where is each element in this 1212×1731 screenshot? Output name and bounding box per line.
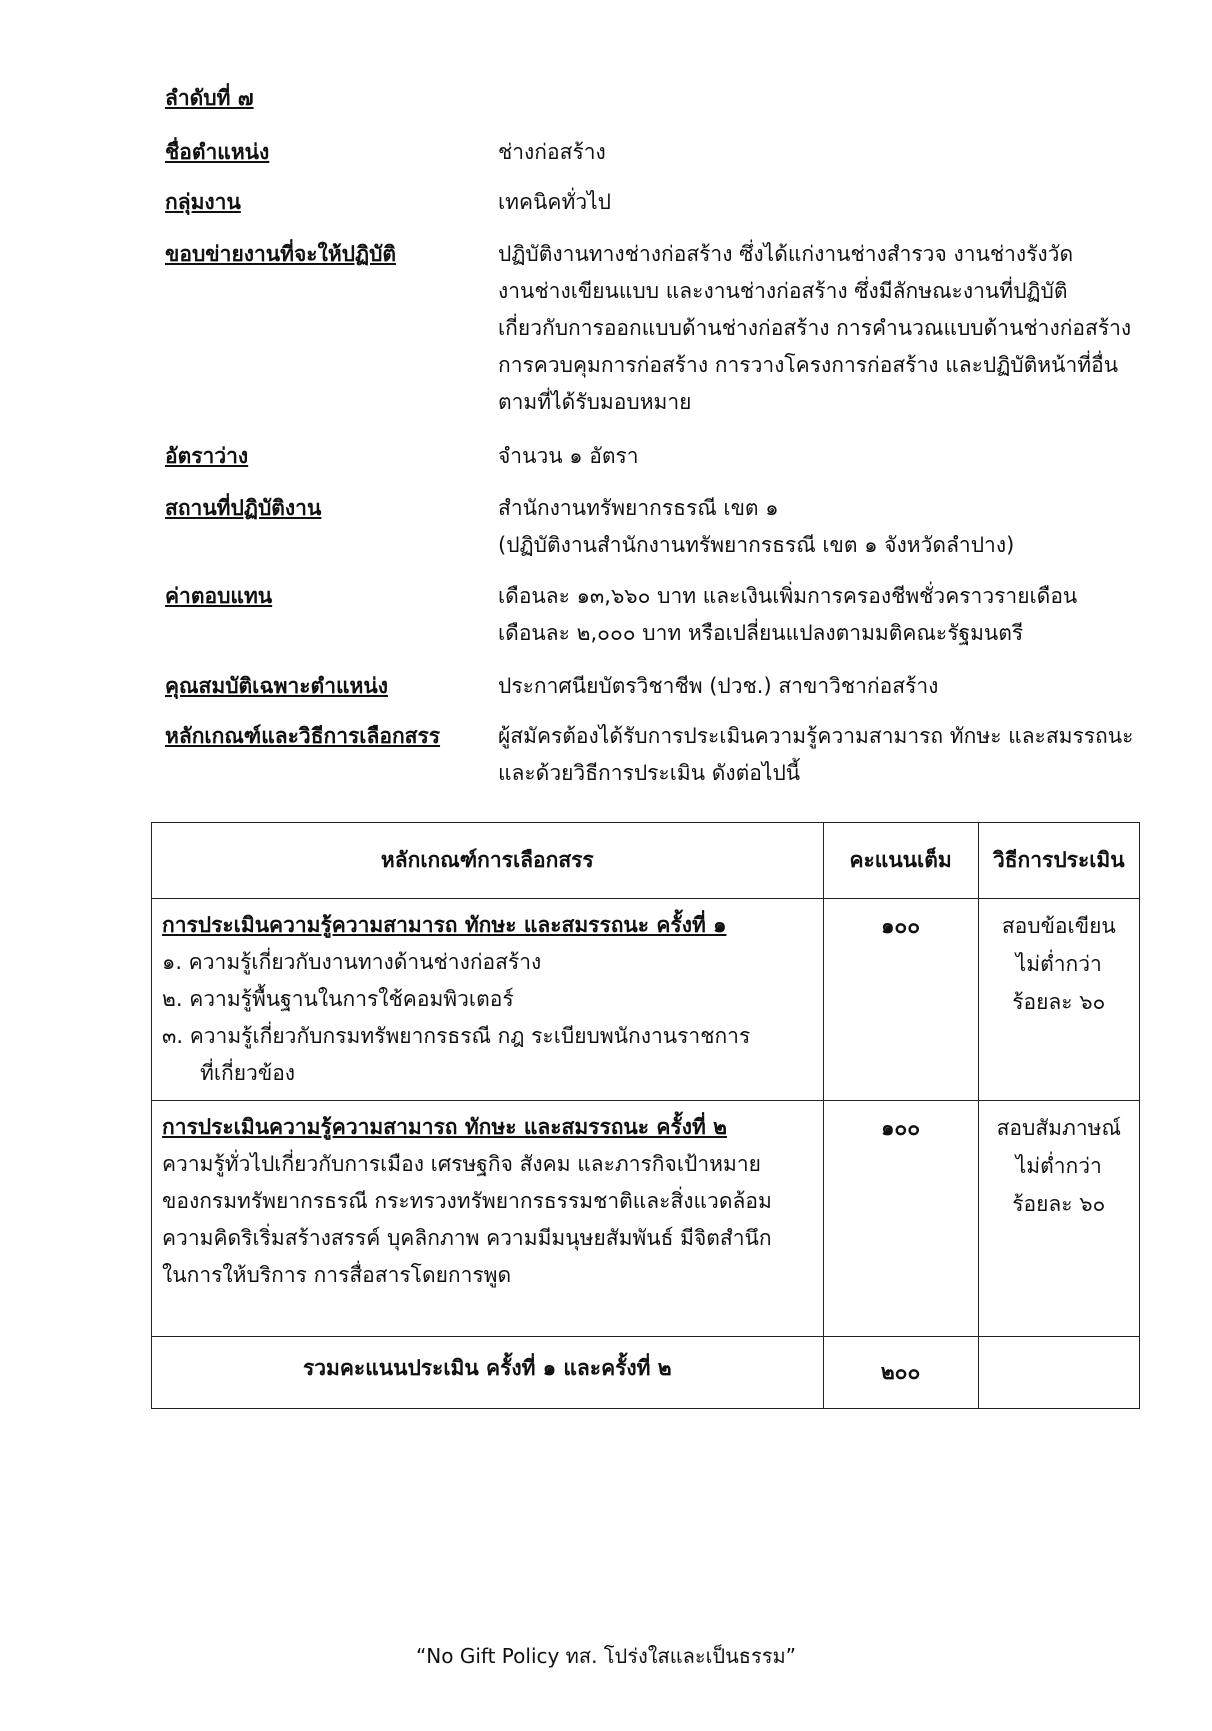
- qualification-value-text: ประกาศนียบัตรวิชาชีพ (ปวช.) สาขาวิชาก่อสร้าง: [498, 674, 939, 698]
- order-label: ลำดับที่ ๗: [165, 86, 254, 110]
- location-line: สำนักงานทรัพยากรธรณี เขต ๑: [498, 496, 779, 520]
- vacancy-value: [498, 438, 1108, 475]
- total-row: [152, 1337, 1140, 1409]
- criteria-label: หลักเกณฑ์และวิธีการเลือกสรร: [165, 724, 441, 748]
- header-score: คะแนนเต็ม: [823, 823, 978, 899]
- vacancy-value-text: จำนวน ๑ อัตรา: [498, 444, 639, 468]
- location-label: สถานที่ปฏิบัติงาน: [165, 496, 322, 520]
- total-method-empty: [978, 1337, 1139, 1409]
- method-line: ไม่ต่ำกว่า: [1015, 952, 1102, 976]
- method-line: สอบสัมภาษณ์: [996, 1116, 1121, 1140]
- position-value-text: ช่างก่อสร้าง: [498, 140, 606, 164]
- group-label: กลุ่มงาน: [165, 190, 241, 214]
- position-label: ชื่อตำแหน่ง: [165, 140, 270, 164]
- score-cell: ๑๐๐: [823, 899, 978, 1101]
- method-line: ร้อยละ ๖๐: [1012, 1192, 1106, 1216]
- location-line: (ปฏิบัติงานสำนักงานทรัพยากรธรณี เขต ๑ จังหวัดลำปาง): [498, 533, 1015, 557]
- scope-line: ตามที่ได้รับมอบหมาย: [498, 390, 692, 414]
- criteria-value: [498, 718, 1134, 792]
- criteria-line: และด้วยวิธีการประเมิน ดังต่อไปนี้: [498, 761, 801, 785]
- total-label: รวมคะแนนประเมิน ครั้งที่ ๑ และครั้งที่ ๒: [152, 1337, 824, 1409]
- score-cell: ๑๐๐: [823, 1101, 978, 1337]
- total-score: ๒๐๐: [823, 1337, 978, 1409]
- scope-line: ปฏิบัติงานทางช่างก่อสร้าง ซึ่งได้แก่งานช่างสำรวจ งานช่างรังวัด: [498, 242, 1074, 266]
- method-cell: [978, 1101, 1139, 1337]
- method-line: ร้อยละ ๖๐: [1012, 990, 1106, 1014]
- section-title: การประเมินความรู้ความสามารถ ทักษะ และสมรรถนะ ครั้งที่ ๑: [162, 913, 727, 937]
- method-line: ไม่ต่ำกว่า: [1015, 1154, 1102, 1178]
- table-header-row: [152, 823, 1140, 899]
- criteria-line: ผู้สมัครต้องได้รับการประเมินความรู้ความสามารถ ทักษะ และสมรรถนะ: [498, 724, 1134, 748]
- criteria-item: ๓. ความรู้เกี่ยวกับกรมทรัพยากรธรณี กฎ ระเบียบพนักงานราชการ: [162, 1024, 751, 1048]
- compensation-value: [498, 578, 1108, 652]
- group-value-text: เทคนิคทั่วไป: [498, 190, 611, 214]
- criteria-item: ของกรมทรัพยากรธรณี กระทรวงทรัพยากรธรรมชาติและสิ่งแวดล้อม: [162, 1189, 772, 1213]
- footer-slogan: “No Gift Policy ทส. โปร่งใสและเป็นธรรม”: [415, 1644, 797, 1668]
- method-line: สอบข้อเขียน: [1001, 914, 1116, 938]
- selection-criteria-table: [151, 822, 1140, 1409]
- criteria-item: ๑. ความรู้เกี่ยวกับงานทางด้านช่างก่อสร้าง: [162, 950, 542, 974]
- location-value: [498, 490, 1108, 564]
- table-row: [152, 899, 1140, 1101]
- qualification-label: คุณสมบัติเฉพาะตำแหน่ง: [165, 674, 388, 698]
- criteria-item: ในการให้บริการ การสื่อสารโดยการพูด: [162, 1263, 512, 1287]
- table-row: [152, 1101, 1140, 1337]
- compensation-line: เดือนละ ๑๓,๖๖๐ บาท และเงินเพิ่มการครองชีพชั่วคราวรายเดือน: [498, 584, 1078, 608]
- scope-label: ขอบข่ายงานที่จะให้ปฏิบัติ: [165, 242, 397, 266]
- scope-line: เกี่ยวกับการออกแบบด้านช่างก่อสร้าง การคำนวณแบบด้านช่างก่อสร้าง: [498, 316, 1132, 340]
- compensation-label: ค่าตอบแทน: [165, 584, 273, 608]
- section-title: การประเมินความรู้ความสามารถ ทักษะ และสมรรถนะ ครั้งที่ ๒: [162, 1115, 727, 1139]
- vacancy-label: อัตราว่าง: [165, 444, 249, 468]
- scope-value: [498, 236, 1132, 421]
- criteria-item: ๒. ความรู้พื้นฐานในการใช้คอมพิวเตอร์: [162, 987, 514, 1011]
- header-method: วิธีการประเมิน: [978, 823, 1139, 899]
- criteria-item: ความคิดริเริ่มสร้างสรรค์ บุคลิกภาพ ความมีมนุษยสัมพันธ์ มีจิตสำนึก: [162, 1226, 772, 1250]
- scope-line: งานช่างเขียนแบบ และงานช่างก่อสร้าง ซึ่งมีลักษณะงานที่ปฏิบัติ: [498, 279, 1068, 303]
- criteria-item: ความรู้ทั่วไปเกี่ยวกับการเมือง เศรษฐกิจ สังคม และภารกิจเป้าหมาย: [162, 1152, 761, 1176]
- criteria-cell: [152, 1101, 824, 1337]
- position-value: [498, 134, 1108, 171]
- group-value: [498, 184, 1108, 221]
- qualification-value: [498, 668, 1108, 705]
- criteria-item: ที่เกี่ยวข้อง: [200, 1061, 296, 1085]
- compensation-line: เดือนละ ๒,๐๐๐ บาท หรือเปลี่ยนแปลงตามมติคณะรัฐมนตรี: [498, 621, 1024, 645]
- method-cell: [978, 899, 1139, 1101]
- header-criteria: หลักเกณฑ์การเลือกสรร: [152, 823, 824, 899]
- criteria-cell: [152, 899, 824, 1101]
- scope-line: การควบคุมการก่อสร้าง การวางโครงการก่อสร้าง และปฏิบัติหน้าที่อื่น: [498, 353, 1119, 377]
